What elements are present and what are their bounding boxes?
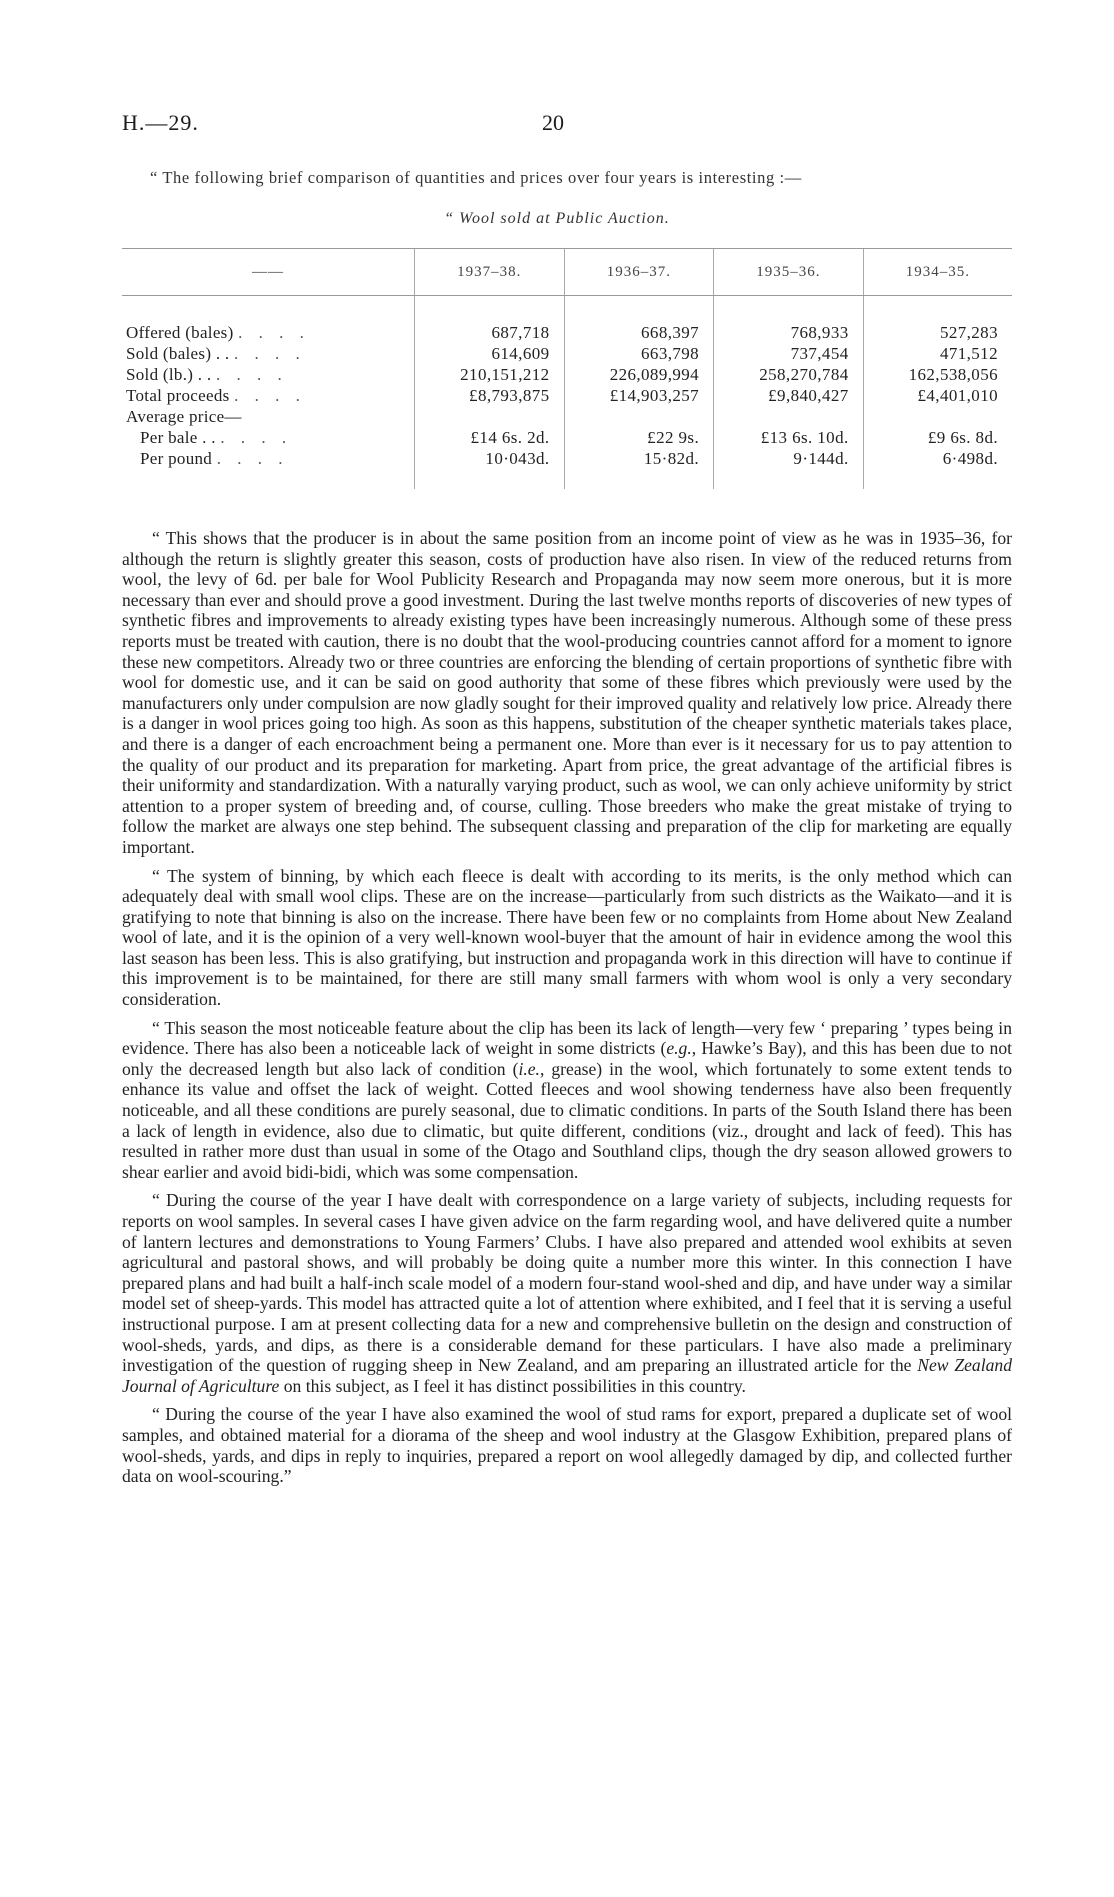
leader-dots: . . . . — [216, 449, 289, 468]
table-cell: 663,798 — [564, 343, 714, 364]
table-cell: 10·043d. — [415, 448, 565, 489]
document-reference: H.—29. — [122, 110, 199, 135]
table-cell — [714, 406, 864, 427]
table-cell — [564, 406, 714, 427]
table-cell: £4,401,010 — [863, 385, 1012, 406]
table-cell: 737,454 — [714, 343, 864, 364]
table-cell: 471,512 — [863, 343, 1012, 364]
row-label: Offered (bales) — [126, 323, 234, 342]
table-cell: £9,840,427 — [714, 385, 864, 406]
page-number: 20 — [542, 110, 564, 135]
row-label: Total proceeds — [126, 386, 230, 405]
table-row — [122, 406, 1012, 427]
text-run: “ During the course of the year I have dealt with correspondence on a large variety of subjects, including requests for reports on wool samples. In several cases I have given advice on the farm regarding wool, and have delivered quite a number of lantern lectures and demonstrations to Young Farmers’ Clubs. I have also prepared and attended wool exhibits at seven agricultural and pastoral shows, and will probably be doing quite a number more this winter. In this connection I have prepared plans and had built a half-inch scale model of a modern four-stand wool-shed and dip, and have under way a similar model set of sheep-yards. This model has attracted quite a lot of attention where exhibited, and I feel that it is serving a useful instructional purpose. I am at present collecting data for a new and comprehensive bulletin on the design and construction of wool-sheds, yards, and dips, as there is a considerable demand for these particulars. I have also made a preliminary investigation of the question of rugging sheep in New Zealand, and am preparing an illustrated article for the — [122, 1190, 1012, 1376]
row-label: Per pound — [140, 449, 213, 468]
paragraph-stud-rams: “ During the course of the year I have also examined the wool of stud rams for export, prepared a duplicate set of wool samples, and obtained material for a diorama of the sheep and wool industry at the Glasgow Exhibition, prepared plans of wool-sheds, yards, and dips in reply to inquiries, prepared a report on wool allegedly damaged by dip, and collected further data on wool-scouring.” — [122, 1404, 1012, 1487]
leader-dots: . . . . — [220, 428, 293, 447]
table-cell: £13 6s. 10d. — [714, 427, 864, 448]
intro-sentence: “ The following brief comparison of quantities and prices over four years is interesting :— — [150, 168, 802, 187]
table-row — [122, 427, 1012, 448]
table-caption: “ Wool sold at Public Auction. — [444, 210, 670, 227]
table-row — [122, 343, 1012, 364]
table-cell: £8,793,875 — [415, 385, 565, 406]
table-cell: 687,718 — [415, 296, 565, 344]
table-cell — [415, 406, 565, 427]
table-cell: 768,933 — [714, 296, 864, 344]
table-cell: 210,151,212 — [415, 364, 565, 385]
leader-dots: . . . . — [234, 386, 306, 405]
table-cell: 9·144d. — [714, 448, 864, 489]
table-cell: 614,609 — [415, 343, 565, 364]
column-header: 1935–36. — [714, 249, 864, 296]
table-header-blank: —— — [122, 249, 415, 296]
table-cell: £22 9s. — [564, 427, 714, 448]
column-header: 1934–35. — [863, 249, 1012, 296]
report-body — [122, 528, 1012, 1495]
row-label: Average price— — [126, 407, 242, 426]
paragraph-correspondence — [122, 1190, 1012, 1396]
table-row — [122, 385, 1012, 406]
table-header-row — [122, 249, 1012, 296]
text-run: , Hawke’s Bay), and this has been due to not only the decreased length but also lack of condition ( — [122, 1038, 1013, 1079]
table-row — [122, 364, 1012, 385]
table-cell: £14 6s. 2d. — [415, 427, 565, 448]
text-run: “ This season the most noticeable feature about the clip has been its lack of length—very few ‘ preparing ’ types being in evidence. There has also been a noticeable lack of weight in some districts ( — [122, 1017, 1012, 1059]
table-row — [122, 448, 1012, 489]
table-row — [122, 296, 1012, 344]
table-cell — [863, 406, 1012, 427]
table-cell: 15·82d. — [564, 448, 714, 489]
row-label: Sold (lb.) . . — [126, 365, 212, 384]
paragraph-binning: “ The system of binning, by which each fleece is dealt with according to its merits, is the only method which can adequately deal with small wool clips. These are on the increase—particularly from such districts as the Waikato—and it is gratifying to note that binning is also on the increase. There have been few or no complaints from Home about New Zealand wool of late, and it is the opinion of a very well-known wool-buyer that the amount of hair in evidence among the wool this last season has been less. This is also gratifying, but instruction and propaganda work in this direction will have to continue if this improvement is to be maintained, for there are still many small farmers with whom wool is only a very secondary consideration. — [122, 865, 1012, 1010]
italic-run: e.g. — [666, 1038, 692, 1059]
italic-run: i.e. — [518, 1058, 540, 1079]
table-cell: 162,538,056 — [863, 364, 1012, 385]
table-cell: 258,270,784 — [714, 364, 864, 385]
table-cell: 6·498d. — [863, 448, 1012, 489]
table-cell: 527,283 — [863, 296, 1012, 344]
text-run: , grease) in the wool, which fortunately to some extent tends to enhance its value and offset the lack of weight. Cotted fleeces and wool showing tenderness have also been frequently noticeable, and all these conditions are purely seasonal, due to climatic conditions. In parts of the South Island there has been a lack of length in evidence, also due to climatic, but quite different, conditions (viz., drought and lack of feed). This has resulted in rather more dust than usual in some of the Otago and Southland clips, though the dry season allowed growers to shear earlier and avoid bidi-bidi, which was some compensation. — [122, 1058, 1012, 1182]
wool-auction-table — [122, 248, 1012, 489]
leader-dots: . . . . — [238, 323, 310, 342]
paragraph-clip-season — [122, 1018, 1012, 1183]
row-label: Per bale . . — [140, 428, 216, 447]
table-cell: 668,397 — [564, 296, 714, 344]
row-label: Sold (bales) . . — [126, 344, 230, 363]
table-cell: £14,903,257 — [564, 385, 714, 406]
leader-dots: . . . . — [216, 365, 288, 384]
paragraph-producer-position: “ This shows that the producer is in about the same position from an income point of view as he was in 1935–36, for although the return is slightly greater this season, costs of production have also risen. In view of the reduced returns from wool, the levy of 6d. per bale for Wool Publicity Research and Propaganda may now seem more onerous, but it is more necessary than ever and should prove a good investment. During the last twelve months reports of discoveries of new types of synthetic fibres and improvements to already existing types have been increasingly numerous. Although some of these press reports must be treated with caution, there is no doubt that the wool-producing countries cannot afford for a moment to ignore these new competitors. Already two or three countries are enforcing the blending of certain proportions of synthetic fibre with wool for domestic use, and it can be said on good authority that some of these fibres which previously were used by the manufacturers only under compulsion are now gladly sought for their improved quality and relatively low price. Already there is a danger in wool prices going too high. As soon as this happens, substitution of the cheaper synthetic materials takes place, and there is a danger of each encroachment being a permanent one. More than ever is it necessary for us to pay attention to the quality of our product and its preparation for marketing. Apart from price, the great advantage of the artificial fibres is their uniformity and standardization. With a naturally varying product, such as wool, we can only achieve uniformity by strict attention to a proper system of breeding and, of course, culling. Those breeders who make the great mistake of trying to follow the market are always one step behind. The subsequent classing and preparation of the clip for marketing are equally important. — [122, 528, 1012, 857]
text-run: on this subject, as I feel it has distinct possibilities in this country. — [279, 1375, 746, 1396]
table-cell: £9 6s. 8d. — [863, 427, 1012, 448]
column-header: 1936–37. — [564, 249, 714, 296]
journal-title: New Zealand Journal of Agriculture — [122, 1355, 1012, 1396]
table-cell: 226,089,994 — [564, 364, 714, 385]
leader-dots: . . . . — [234, 344, 306, 363]
column-header: 1937–38. — [415, 249, 565, 296]
